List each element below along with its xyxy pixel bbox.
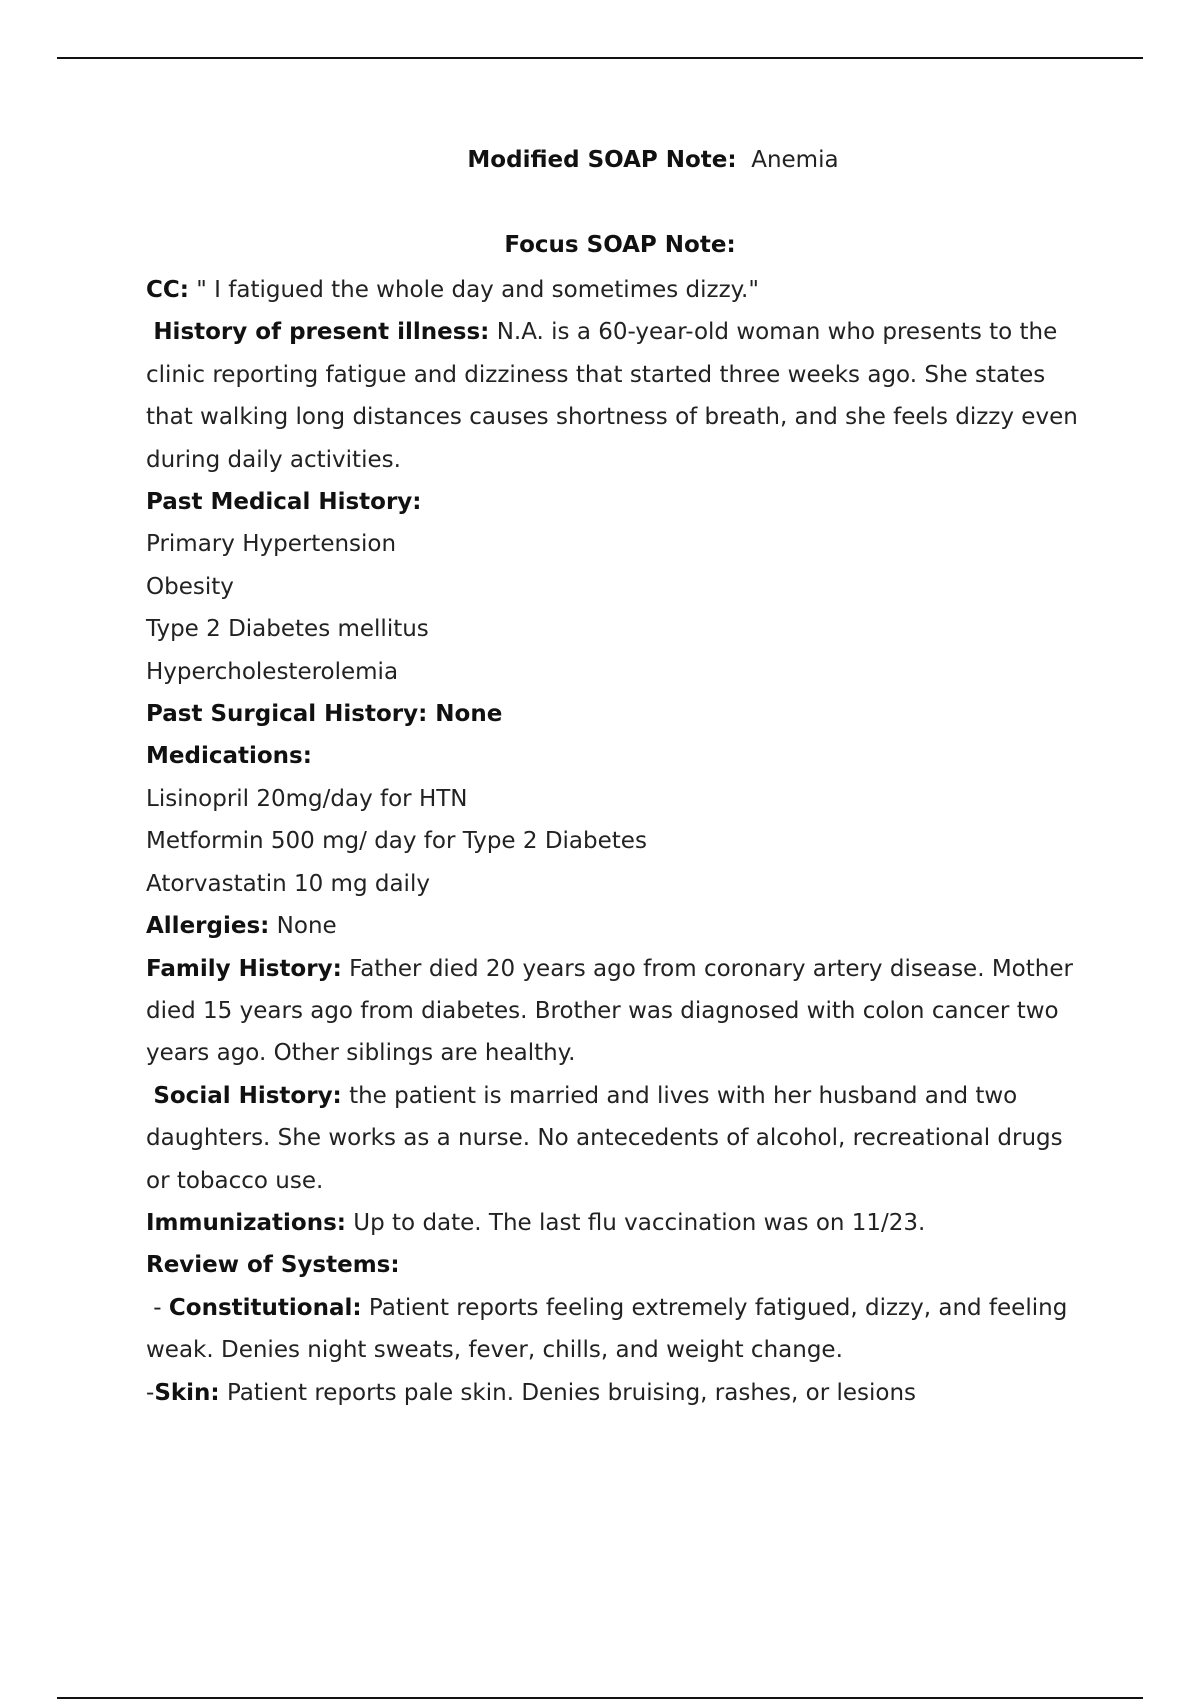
cc-text: " I fatigued the whole day and sometimes dizzy." xyxy=(196,277,759,303)
pmh-heading xyxy=(146,481,1086,523)
ros-constitutional xyxy=(146,1287,1086,1372)
ros-heading xyxy=(146,1244,1086,1286)
medications-heading xyxy=(146,735,1086,777)
immunizations-line xyxy=(146,1202,1086,1244)
immunizations-label: Immunizations: xyxy=(146,1209,346,1236)
cc-label: CC: xyxy=(146,277,189,303)
ros-skin-text: Patient reports pale skin. Denies bruising, rashes, or lesions xyxy=(226,1379,917,1406)
hpi-label: History of present illness: xyxy=(153,319,490,346)
ros-constitutional-text: Patient reports feeling extremely fatigued, dizzy, and feeling weak. Denies night sweats, fever, chills, and weight change. xyxy=(146,1294,1068,1364)
bottom-rule xyxy=(57,1697,1143,1699)
page-subtitle xyxy=(0,228,1200,262)
title-bold: Modified SOAP Note: xyxy=(467,147,737,173)
hpi-paragraph xyxy=(146,311,1086,481)
social-history-paragraph xyxy=(146,1075,1086,1202)
family-history-label: Family History: xyxy=(146,955,342,982)
medication-item: Atorvastatin 10 mg daily xyxy=(146,870,430,897)
subtitle-text: Focus SOAP Note: xyxy=(504,232,736,258)
psh-heading xyxy=(146,693,1086,735)
immunizations-text: Up to date. The last flu vaccination was on 11/23. xyxy=(353,1209,926,1236)
ros-label: Review of Systems: xyxy=(146,1252,400,1279)
family-history-paragraph xyxy=(146,948,1086,1075)
top-rule xyxy=(57,57,1143,59)
cc-line xyxy=(146,269,1086,311)
medications-label: Medications: xyxy=(146,743,312,770)
pmh-item: Hypercholesterolemia xyxy=(146,658,399,685)
ros-skin-prefix: - xyxy=(146,1379,155,1406)
social-history-text: the patient is married and lives with her husband and two daughters. She works as a nurse. No antecedents of alcohol, recreational drugs or tobacco use. xyxy=(146,1082,1063,1194)
ros-constitutional-prefix: - xyxy=(146,1294,169,1321)
family-history-text: Father died 20 years ago from coronary artery disease. Mother died 15 years ago from diabetes. Brother was diagnosed with colon cancer two years ago. Other siblings are healthy. xyxy=(146,955,1073,1067)
title-topic: Anemia xyxy=(751,147,839,173)
page-title xyxy=(0,143,1200,177)
ros-skin xyxy=(146,1372,1086,1414)
allergies-text: None xyxy=(276,913,337,940)
pmh-item: Primary Hypertension xyxy=(146,531,397,558)
medication-item: Metformin 500 mg/ day for Type 2 Diabetes xyxy=(146,828,647,855)
note-body xyxy=(146,269,1086,1414)
social-history-label: Social History: xyxy=(153,1082,342,1109)
pmh-label: Past Medical History: xyxy=(146,489,422,516)
pmh-item: Obesity xyxy=(146,573,234,600)
ros-constitutional-label: Constitutional: xyxy=(168,1294,362,1321)
allergies-line xyxy=(146,905,1086,947)
ros-skin-label: Skin: xyxy=(154,1379,220,1406)
medication-item: Lisinopril 20mg/day for HTN xyxy=(146,785,468,812)
pmh-item: Type 2 Diabetes mellitus xyxy=(146,616,429,643)
psh-label: Past Surgical History: None xyxy=(146,701,503,728)
allergies-label: Allergies: xyxy=(146,913,270,940)
hpi-text: N.A. is a 60-year-old woman who presents to the clinic reporting fatigue and dizziness that started three weeks ago. She states that walking long distances causes shortness of breath, and she feels dizzy even during daily activities. xyxy=(146,319,1078,473)
